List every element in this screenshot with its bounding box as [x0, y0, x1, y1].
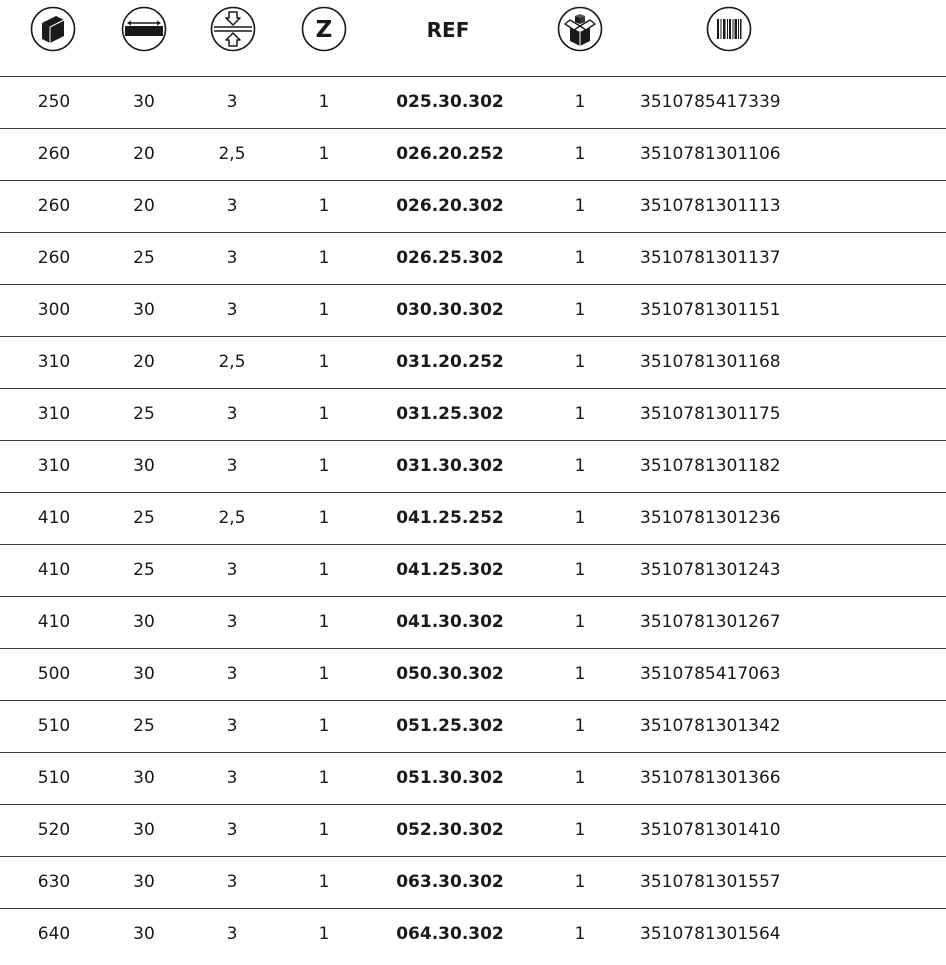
table-row: [0, 76, 946, 128]
width-cell: 30: [133, 768, 155, 788]
table-row: [0, 752, 946, 804]
package-icon: [557, 6, 603, 52]
length-cell: 300: [37, 300, 71, 320]
quantity-cell: 1: [574, 456, 586, 476]
z-cell: 1: [318, 352, 330, 372]
width-arrow-icon: [121, 6, 167, 52]
quantity-cell: 1: [574, 664, 586, 684]
z-letter: Z: [315, 17, 333, 43]
table-row: [0, 180, 946, 232]
table-row: [0, 856, 946, 908]
book-icon: [30, 6, 76, 52]
ref-cell: 050.30.302: [396, 664, 504, 684]
thickness-cell: 2,5: [218, 352, 246, 372]
table-row: [0, 128, 946, 180]
ref-cell: 030.30.302: [396, 300, 504, 320]
quantity-cell: 1: [574, 820, 586, 840]
ref-cell: 031.20.252: [396, 352, 504, 372]
width-cell: 20: [133, 196, 155, 216]
product-table: [0, 76, 946, 960]
barcode-number-cell: 3510781301137: [640, 248, 781, 268]
ref-cell: 064.30.302: [396, 924, 504, 944]
ref-cell: 026.20.302: [396, 196, 504, 216]
quantity-cell: 1: [574, 716, 586, 736]
length-cell: 510: [37, 768, 71, 788]
table-row: [0, 908, 946, 960]
quantity-cell: 1: [574, 352, 586, 372]
ref-cell: 041.30.302: [396, 612, 504, 632]
barcode-number-cell: 3510781301106: [640, 144, 781, 164]
thickness-icon: [210, 6, 256, 52]
z-cell: 1: [318, 924, 330, 944]
width-cell: 20: [133, 352, 155, 372]
thickness-cell: 3: [226, 768, 238, 788]
table-row: [0, 440, 946, 492]
quantity-cell: 1: [574, 872, 586, 892]
quantity-cell: 1: [574, 768, 586, 788]
ref-cell: 026.20.252: [396, 144, 504, 164]
length-cell: 260: [37, 196, 71, 216]
ref-cell: 052.30.302: [396, 820, 504, 840]
length-cell: 410: [37, 560, 71, 580]
width-cell: 30: [133, 92, 155, 112]
z-cell: 1: [318, 456, 330, 476]
thickness-cell: 2,5: [218, 144, 246, 164]
z-cell: 1: [318, 300, 330, 320]
table-row: [0, 804, 946, 856]
quantity-cell: 1: [574, 612, 586, 632]
length-cell: 260: [37, 248, 71, 268]
z-cell: 1: [318, 820, 330, 840]
table-row: [0, 232, 946, 284]
barcode-number-cell: 3510781301564: [640, 924, 781, 944]
width-cell: 30: [133, 612, 155, 632]
length-cell: 310: [37, 456, 71, 476]
thickness-cell: 3: [226, 560, 238, 580]
table-row: [0, 388, 946, 440]
table-row: [0, 596, 946, 648]
width-cell: 20: [133, 144, 155, 164]
length-cell: 410: [37, 612, 71, 632]
width-cell: 30: [133, 820, 155, 840]
table-row: [0, 492, 946, 544]
thickness-cell: 3: [226, 196, 238, 216]
width-cell: 25: [133, 560, 155, 580]
barcode-number-cell: 3510781301557: [640, 872, 781, 892]
z-cell: 1: [318, 248, 330, 268]
z-cell: 1: [318, 716, 330, 736]
length-cell: 250: [37, 92, 71, 112]
width-cell: 30: [133, 456, 155, 476]
table-row: [0, 544, 946, 596]
ref-cell: 051.25.302: [396, 716, 504, 736]
barcode-number-cell: 3510781301175: [640, 404, 781, 424]
quantity-cell: 1: [574, 144, 586, 164]
table-row: [0, 336, 946, 388]
width-cell: 30: [133, 872, 155, 892]
barcode-number-cell: 3510781301267: [640, 612, 781, 632]
thickness-cell: 2,5: [218, 508, 246, 528]
z-cell: 1: [318, 768, 330, 788]
barcode-number-cell: 3510781301366: [640, 768, 781, 788]
z-cell: 1: [318, 144, 330, 164]
thickness-cell: 3: [226, 248, 238, 268]
length-cell: 520: [37, 820, 71, 840]
barcode-number-cell: 3510785417339: [640, 92, 781, 112]
z-icon: [301, 6, 347, 52]
ref-cell: 025.30.302: [396, 92, 504, 112]
quantity-cell: 1: [574, 196, 586, 216]
length-cell: 310: [37, 352, 71, 372]
ref-cell: 031.30.302: [396, 456, 504, 476]
length-cell: 510: [37, 716, 71, 736]
table-row: [0, 648, 946, 700]
ref-cell: 051.30.302: [396, 768, 504, 788]
ref-cell: 063.30.302: [396, 872, 504, 892]
length-cell: 310: [37, 404, 71, 424]
length-cell: 260: [37, 144, 71, 164]
table-row: [0, 700, 946, 752]
width-cell: 25: [133, 248, 155, 268]
z-cell: 1: [318, 560, 330, 580]
quantity-cell: 1: [574, 92, 586, 112]
table-header: [0, 0, 946, 76]
length-cell: 500: [37, 664, 71, 684]
barcode-number-cell: 3510781301151: [640, 300, 781, 320]
thickness-cell: 3: [226, 92, 238, 112]
ref-cell: 026.25.302: [396, 248, 504, 268]
width-cell: 25: [133, 508, 155, 528]
ref-cell: 041.25.252: [396, 508, 504, 528]
quantity-cell: 1: [574, 560, 586, 580]
width-cell: 25: [133, 716, 155, 736]
thickness-cell: 3: [226, 456, 238, 476]
quantity-cell: 1: [574, 508, 586, 528]
thickness-cell: 3: [226, 716, 238, 736]
thickness-cell: 3: [226, 924, 238, 944]
barcode-icon: [706, 6, 752, 52]
ref-column-header: REF: [426, 18, 470, 42]
quantity-cell: 1: [574, 248, 586, 268]
thickness-cell: 3: [226, 300, 238, 320]
barcode-number-cell: 3510781301236: [640, 508, 781, 528]
barcode-number-cell: 3510781301243: [640, 560, 781, 580]
thickness-cell: 3: [226, 612, 238, 632]
ref-cell: 041.25.302: [396, 560, 504, 580]
width-cell: 30: [133, 664, 155, 684]
z-cell: 1: [318, 664, 330, 684]
z-cell: 1: [318, 196, 330, 216]
width-cell: 30: [133, 300, 155, 320]
width-cell: 30: [133, 924, 155, 944]
z-cell: 1: [318, 872, 330, 892]
barcode-number-cell: 3510781301168: [640, 352, 781, 372]
quantity-cell: 1: [574, 924, 586, 944]
thickness-cell: 3: [226, 872, 238, 892]
length-cell: 410: [37, 508, 71, 528]
barcode-number-cell: 3510781301182: [640, 456, 781, 476]
z-cell: 1: [318, 612, 330, 632]
thickness-cell: 3: [226, 404, 238, 424]
length-cell: 630: [37, 872, 71, 892]
ref-cell: 031.25.302: [396, 404, 504, 424]
length-cell: 640: [37, 924, 71, 944]
table-row: [0, 284, 946, 336]
thickness-cell: 3: [226, 820, 238, 840]
barcode-number-cell: 3510785417063: [640, 664, 781, 684]
z-cell: 1: [318, 92, 330, 112]
thickness-cell: 3: [226, 664, 238, 684]
width-cell: 25: [133, 404, 155, 424]
barcode-number-cell: 3510781301410: [640, 820, 781, 840]
quantity-cell: 1: [574, 404, 586, 424]
z-cell: 1: [318, 404, 330, 424]
z-cell: 1: [318, 508, 330, 528]
barcode-number-cell: 3510781301113: [640, 196, 781, 216]
quantity-cell: 1: [574, 300, 586, 320]
barcode-number-cell: 3510781301342: [640, 716, 781, 736]
